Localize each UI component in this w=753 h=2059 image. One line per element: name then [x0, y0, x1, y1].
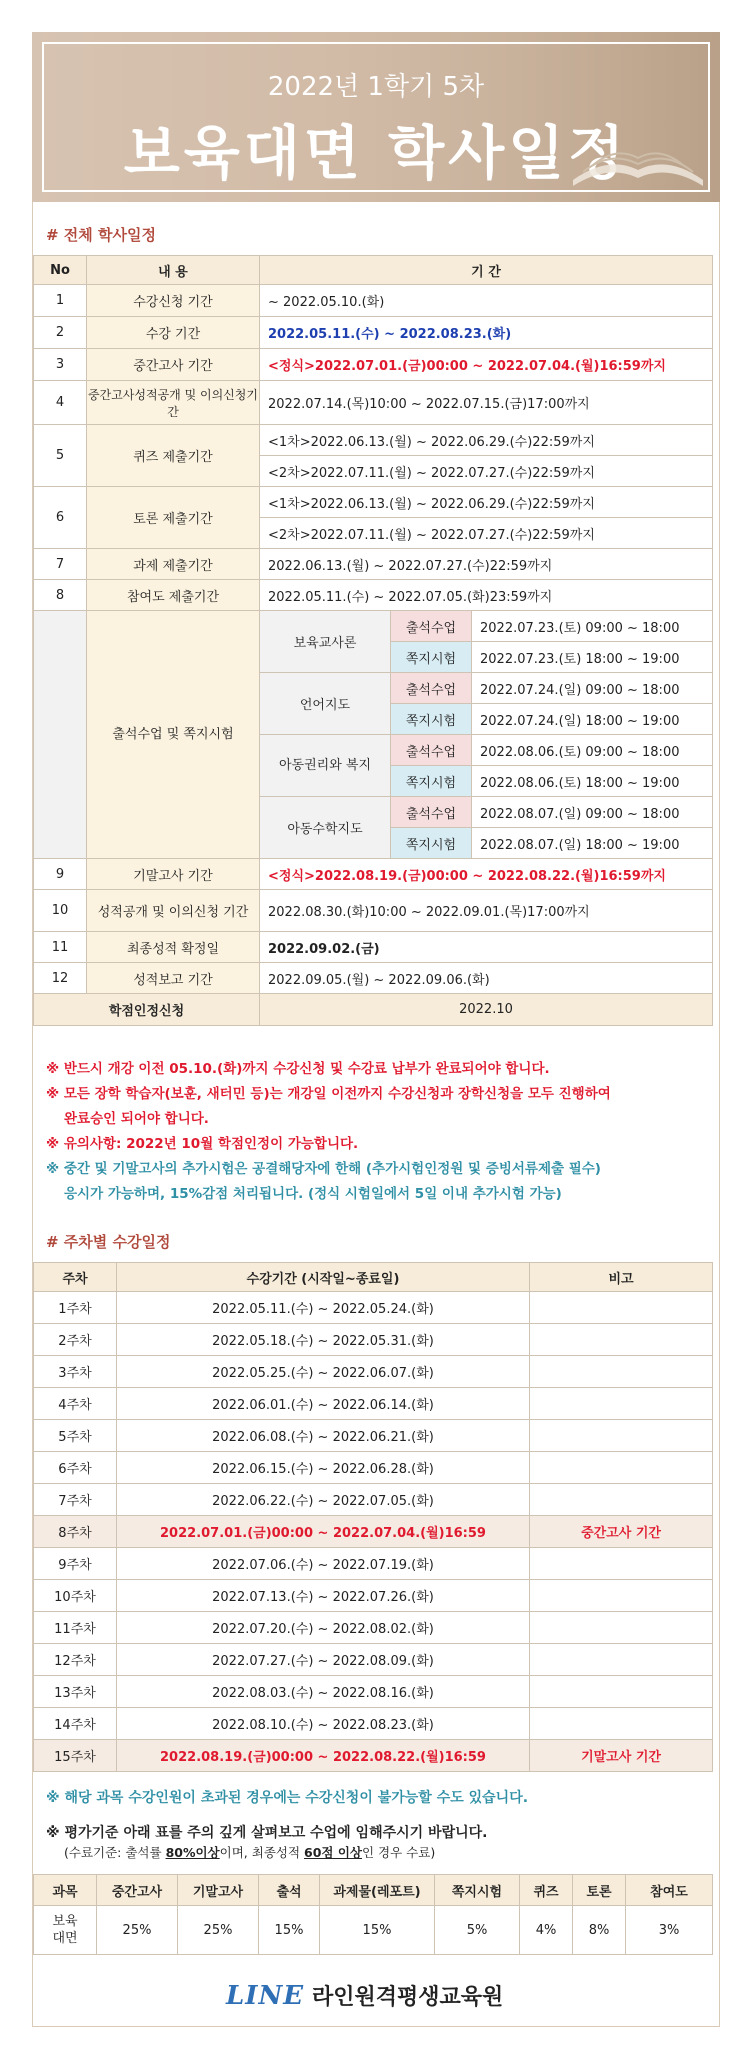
notes-block — [46, 1057, 611, 1207]
banner-title: 보육대면 학사일정 — [123, 119, 629, 187]
table-row: 11 최종성적 확정일 2022.09.02.(금) — [34, 932, 713, 963]
table-row: 3 중간고사 기간 <정식>2022.07.01.(금)00:00 ~ 2022.07.04.(월)16:59까지 — [34, 349, 713, 381]
table-row: 8주차 2022.07.01.(금)00:00 ~ 2022.07.04.(월)16:59 중간고사 기간 — [34, 1516, 713, 1548]
table-row: 10주차 2022.07.13.(수) ~ 2022.07.26.(화) — [34, 1580, 713, 1612]
table-row: 6 토론 제출기간 <1차>2022.06.13.(월) ~ 2022.06.29.(수)22:59까지 — [34, 487, 713, 518]
table-row: 12 성적보고 기간 2022.09.05.(월) ~ 2022.09.06.(화) — [34, 963, 713, 994]
table-row: 1 수강신청 기간 ~ 2022.05.10.(화) — [34, 285, 713, 317]
col-no: No — [34, 256, 87, 285]
note-line: ※ 반드시 개강 이전 05.10.(화)까지 수강신청 및 수강료 납부가 완료되어야 합니다. — [46, 1061, 550, 1077]
table-row: 10 성적공개 및 이의신청 기간 2022.08.30.(화)10:00 ~ 2022.09.01.(목)17:00까지 — [34, 890, 713, 932]
attendance-row: 출석수업 및 쪽지시험 보육교사론 출석수업 2022.07.23.(토) 09:00 ~ 18:00 — [34, 611, 713, 642]
table-row: 12주차 2022.07.27.(수) ~ 2022.08.09.(화) — [34, 1644, 713, 1676]
table-row: 8 참여도 제출기간 2022.05.11.(수) ~ 2022.07.05.(화)23:59까지 — [34, 580, 713, 611]
table-row: 7 과제 제출기간 2022.06.13.(월) ~ 2022.07.27.(수)22:59까지 — [34, 549, 713, 580]
section-title-schedule: # 전체 학사일정 — [46, 226, 156, 244]
line-logo: LINE — [226, 1980, 305, 2011]
section-title-weekly: # 주차별 수강일정 — [46, 1233, 171, 1251]
evaluation-note: ※ 평가기준 아래 표를 주의 깊게 살펴보고 수업에 임해주시기 바랍니다. — [46, 1825, 488, 1841]
table-row: 3주차 2022.05.25.(수) ~ 2022.06.07.(화) — [34, 1356, 713, 1388]
col-period: 기 간 — [260, 256, 713, 285]
attendance-name: 출석수업 및 쪽지시험 — [87, 611, 260, 859]
note-line: 완료승인 되어야 합니다. — [64, 1111, 209, 1127]
footer-logo — [226, 1980, 503, 2011]
note-line: ※ 유의사항: 2022년 10월 학점인정이 가능합니다. — [46, 1136, 359, 1152]
institute-name: 라인원격평생교육원 — [312, 1985, 504, 2010]
weekly-table: 주차 수강기간 (시작일~종료일) 비고 1주차 2022.05.11.(수) ~ 2022.05.24.(화) 2주차 2022.05.18.(수) ~ 2022.05.31.(화) 3주차 2022.05.25.(수) ~ 2022.06.07.(화) 4주차 2022.06.01.(수) ~ 2022.06.14.(화) 5주차 2022.06.08.(수) ~ 2022.06.21.(화) 6주차 2022.06.15.(수) ~ 2022.06.28.(화) 7주차 2022.06.22.(수) ~ 2022.07.05.(화) 8주차 2022.07.01.(금)00:00 ~ 2022.07.04.(월)16:59 중간고사 기간 9주차 2022.07.06.(수) ~ 2022.07.19.(화) 10주차 2022.07.13.(수) ~ 2022.07.26.(화) 11주차 2022.07.20.(수) ~ 2022.08.02.(화) 12주차 2022.07.27.(수) ~ 2022.08.09.(화) 13주차 2022.08.03.(수) ~ 2022.08.16.(화) 14주차 2022.08.10.(수) ~ 2022.08.23.(화) 15주차 2022.08.19.(금)00:00 ~ 2022.08.22.(월)16:59 기말고사 기간 — [33, 1262, 713, 1772]
table-row: 4 중간고사성적공개 및 이의신청기간 2022.07.14.(목)10:00 ~ 2022.07.15.(금)17:00까지 — [34, 381, 713, 425]
table-row: 14주차 2022.08.10.(수) ~ 2022.08.23.(화) — [34, 1708, 713, 1740]
table-row: 2 수강 기간 2022.05.11.(수) ~ 2022.08.23.(화) — [34, 317, 713, 349]
evaluation-table: 과목 중간고사 기말고사 출석 과제물(레포트) 쪽지시험 퀴즈 토론 참여도 보육 대면 25% 25% 15% 15% 5% 4% 8% 3% — [33, 1874, 713, 1955]
weekly-rows — [34, 1292, 713, 1772]
note-line: ※ 모든 장학 학습자(보훈, 새터민 등)는 개강일 이전까지 수강신청과 장학신청을 모두 진행하여 — [46, 1086, 611, 1102]
table-row: 4주차 2022.06.01.(수) ~ 2022.06.14.(화) — [34, 1388, 713, 1420]
table-row: 1주차 2022.05.11.(수) ~ 2022.05.24.(화) — [34, 1292, 713, 1324]
credit-row: 학점인정신청 2022.10 — [34, 994, 713, 1026]
note-line: 응시가 가능하며, 15%감점 처리됩니다. (정식 시험일에서 5일 이내 추가시험 가능) — [64, 1186, 562, 1202]
table-row: 5주차 2022.06.08.(수) ~ 2022.06.21.(화) — [34, 1420, 713, 1452]
table-row: 6주차 2022.06.15.(수) ~ 2022.06.28.(화) — [34, 1452, 713, 1484]
schedule-table: No 내 용 기 간 1 수강신청 기간 ~ 2022.05.10.(화) 2 수강 기간 2022.05.11.(수) ~ 2022.08.23.(화) 3 중간고사 기간 <정식>2022.07.01.(금)00:00 ~ 2022.07.04.(월)16:59까지 4 중간고사성적공개 및 이의신청기간 2022.07.14.(목)10:00 ~ 2022.07.15.(금)17:00까지 5 퀴즈 제출기간 <1차>2022.06.13.(월) ~ 2022.06.29.(수)22:59까지 <2차>2022.07.11.(월) ~ 2022.07.27.(수)22:59까지 6 토론 제출기간 <1차>2022.06.13.(월) ~ 2022.06.29.(수)22:59까지 <2차>2022.07.11.(월) ~ 2022.07.27.(수)22:59까지 7 과제 제출기간 2022.06.13.(월) ~ 2022.07.27.(수)22:59까지 8 참여도 제출기간 2022.05.11.(수) ~ 2022.07.05.(화)23:59까지 출석수업 및 쪽지시험 보육교사론 출석수업 2022.07.23.(토) 09:00 ~ 18:00 쪽지시험 2022.07.23.(토) 18:00 ~ 19:00 언어지도 출석수업 2022.07.24.(일) 09:00 ~ 18:00 쪽지시험 2022.07.24.(일) 18:00 ~ 19:00 아동권리와 복지 출석수업 2022.08.06.(토) 09:00 ~ 18:00 쪽지시험 2022.08.06.(토) 18:00 ~ 19:00 아동수학지도 출석수업 2022.08.07.(일) 09:00 ~ 18:00 쪽지시험 2022.08.07.(일) 18:00 ~ 19:00 9 기말고사 기간 <정식>2022.08.19.(금)00:00 ~ 2022.08.22.(월)16:59까지 10 성적공개 및 이의신청 기간 2022.08.30.(화)10:00 ~ 2022.09.01.(목)17:00까지 11 최종성적 확정일 2022.09.02.(금) 12 성적보고 기간 2022.09.05.(월) ~ 2022.09.06.(화) 학점인정신청 2022.10 — [33, 255, 713, 1026]
table-row: 11주차 2022.07.20.(수) ~ 2022.08.02.(화) — [34, 1612, 713, 1644]
header-banner — [32, 32, 720, 202]
table-row: 2주차 2022.05.18.(수) ~ 2022.05.31.(화) — [34, 1324, 713, 1356]
table-row: 5 퀴즈 제출기간 <1차>2022.06.13.(월) ~ 2022.06.29.(수)22:59까지 — [34, 425, 713, 456]
col-name: 내 용 — [87, 256, 260, 285]
table-row: 9 기말고사 기간 <정식>2022.08.19.(금)00:00 ~ 2022.08.22.(월)16:59까지 — [34, 859, 713, 890]
capacity-note: ※ 해당 과목 수강인원이 초과된 경우에는 수강신청이 불가능할 수도 있습니다. — [46, 1790, 529, 1806]
table-row: 13주차 2022.08.03.(수) ~ 2022.08.16.(화) — [34, 1676, 713, 1708]
book-icon — [568, 120, 708, 190]
table-row: 7주차 2022.06.22.(수) ~ 2022.07.05.(화) — [34, 1484, 713, 1516]
table-row: 9주차 2022.07.06.(수) ~ 2022.07.19.(화) — [34, 1548, 713, 1580]
table-row: 15주차 2022.08.19.(금)00:00 ~ 2022.08.22.(월)16:59 기말고사 기간 — [34, 1740, 713, 1772]
evaluation-sub: (수료기준: 출석률 80%이상이며, 최종성적 60점 이상인 경우 수료) — [64, 1845, 436, 1860]
note-line: ※ 중간 및 기말고사의 추가시험은 공결해당자에 한해 (추가시험인정원 및 증빙서류제출 필수) — [46, 1161, 601, 1177]
banner-subtitle: 2022년 1학기 5차 — [267, 72, 485, 102]
